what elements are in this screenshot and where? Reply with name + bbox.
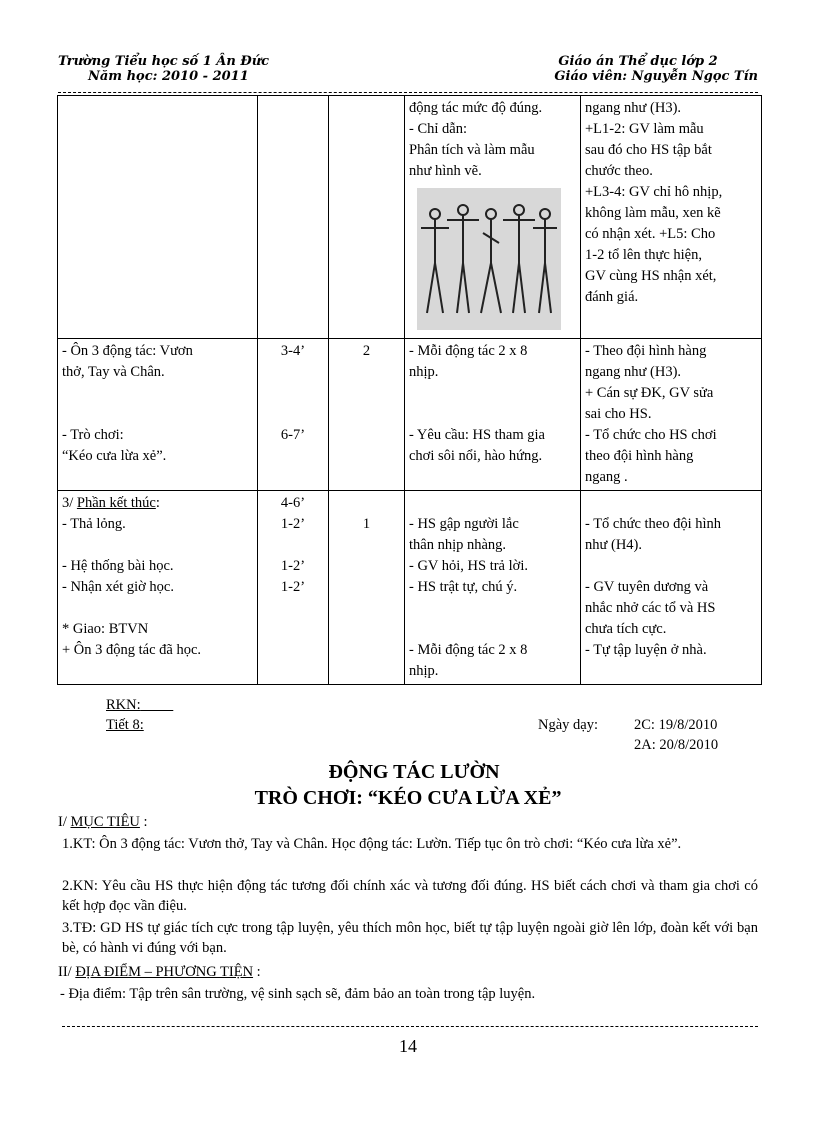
text-line: 4-6’ xyxy=(280,495,306,511)
objective-knowledge: 1.KT: Ôn 3 động tác: Vươn thở, Tay và Chân. Học động tác: Lườn. Tiếp tục ôn trò chơi: “Kéo cưa lừa xẻ”. xyxy=(62,836,682,852)
text-line: chơi sôi nổi, hào hứng. xyxy=(409,448,543,464)
text-line: nhắc nhở các tổ và HS xyxy=(585,600,716,616)
text-line: 1-2 tổ lên thực hiện, xyxy=(585,247,702,263)
text-line: 1-2’ xyxy=(280,579,306,595)
text-line: - Trò chơi: xyxy=(62,427,124,443)
text-line: ngang như (H3). xyxy=(585,100,682,116)
section-heading: 3/ Phần kết thúc: xyxy=(62,495,160,511)
reps-cell xyxy=(329,491,405,685)
plan-header xyxy=(554,54,758,84)
table-row xyxy=(58,491,762,685)
text-line: 1-2’ xyxy=(280,516,306,532)
method-cell xyxy=(405,491,581,685)
text-line: + Ôn 3 động tác đã học. xyxy=(62,642,202,658)
text-line: - Nhận xét giờ học. xyxy=(62,579,174,595)
section-location-heading: II/ ĐỊA ĐIỂM – PHƯƠNG TIỆN : xyxy=(58,964,261,980)
text-line: 6-7’ xyxy=(280,427,306,443)
plan-title: Giáo án Thể dục lớp 2 xyxy=(558,54,718,69)
organization-cell xyxy=(581,339,762,491)
table-row xyxy=(58,339,762,491)
time-cell xyxy=(258,339,329,491)
text-line: 2 xyxy=(362,343,371,359)
location-text: - Địa điểm: Tập trên sân trường, vệ sinh sạch sẽ, đảm bảo an toàn trong tập luyện. xyxy=(60,986,536,1002)
time-cell xyxy=(258,96,329,339)
text-line: - Ôn 3 động tác: Vươn xyxy=(62,343,193,359)
text-line: như (H4). xyxy=(585,537,642,553)
school-year: Năm học: 2010 - 2011 xyxy=(88,69,249,84)
text-line: GV cùng HS nhận xét, xyxy=(585,268,717,284)
text-line: - GV hỏi, HS trả lời. xyxy=(409,558,528,574)
text-line: Phân tích và làm mẫu xyxy=(409,142,535,158)
text-line: như hình vẽ. xyxy=(409,163,482,179)
organization-cell xyxy=(581,96,762,339)
objective-skills: 2.KN: Yêu cầu HS thực hiện động tác tương đối chính xác và tương đối đúng. HS biết cách chơi và tham gia chơi có kết hợp đọc vần điệu. xyxy=(62,878,758,914)
reps-cell xyxy=(329,339,405,491)
text-line: - Mỗi động tác 2 x 8 xyxy=(409,343,528,359)
table-row xyxy=(58,96,762,339)
text-line: đánh giá. xyxy=(585,289,639,305)
text-line: - Chỉ dẫn: xyxy=(409,121,467,137)
text-line: - Tổ chức theo đội hình xyxy=(585,516,722,532)
text-line: 1 xyxy=(362,516,371,532)
exercise-figure-drawing xyxy=(417,188,561,330)
reps-cell xyxy=(329,96,405,339)
text-line: chước theo. xyxy=(585,163,653,179)
time-cell xyxy=(258,491,329,685)
lesson-title: ĐỘNG TÁC LƯỜN xyxy=(328,761,500,783)
text-line: - HS gập người lắc xyxy=(409,516,519,532)
text-line: 1-2’ xyxy=(280,558,306,574)
text-line: không làm mẫu, xen kẽ xyxy=(585,205,721,221)
text-line: 3-4’ xyxy=(280,343,306,359)
text-line: “Kéo cưa lừa xẻ”. xyxy=(62,448,167,464)
text-line: * Giao: BTVN xyxy=(62,621,149,637)
rkn-label: RKN: xyxy=(106,697,141,713)
page-number: 14 xyxy=(399,1036,417,1056)
teacher-name: Giáo viên: Nguyễn Ngọc Tín xyxy=(554,69,758,84)
text-line: - Thả lỏng. xyxy=(62,516,126,532)
text-line: thở, Tay và Chân. xyxy=(62,364,165,380)
method-cell xyxy=(405,96,581,339)
content-cell xyxy=(58,96,258,339)
lesson-label: Tiết 8: xyxy=(106,717,144,733)
objective-attitude: 3.TĐ: GD HS tự giác tích cực trong tập luyện, yêu thích môn học, biết tự tập luyện ngoài giờ lên lớp, đoàn kết với bạn bè, có hành vi đúng với bạn. xyxy=(62,920,758,956)
lesson-table xyxy=(57,95,762,685)
text-line: - Theo đội hình hàng xyxy=(585,343,707,359)
organization-cell xyxy=(581,491,762,685)
school-header xyxy=(58,54,269,84)
text-line: nhịp. xyxy=(409,663,439,679)
text-line: +L3-4: GV chỉ hô nhịp, xyxy=(585,184,723,200)
section-objectives-heading: I/ MỤC TIÊU : xyxy=(58,814,148,830)
text-line: - Yêu cầu: HS tham gia xyxy=(409,427,545,443)
text-line: - GV tuyên dương và xyxy=(585,579,709,595)
date-2c: 2C: 19/8/2010 xyxy=(634,717,718,733)
text-line: + Cán sự ĐK, GV sửa xyxy=(585,385,714,401)
footer-divider xyxy=(62,1026,758,1027)
text-line: sai cho HS. xyxy=(585,406,652,422)
text-line: +L1-2: GV làm mẫu xyxy=(585,121,704,137)
text-line: nhịp. xyxy=(409,364,439,380)
text-line: ngang như (H3). xyxy=(585,364,682,380)
game-title: TRÒ CHƠI: “KÉO CƯA LỪA XẺ” xyxy=(254,787,562,809)
school-name: Trường Tiểu học số 1 Ân Đức xyxy=(58,54,270,69)
text-line: - Mỗi động tác 2 x 8 xyxy=(409,642,528,658)
text-line: thân nhịp nhàng. xyxy=(409,537,507,553)
text-line: theo đội hình hàng xyxy=(585,448,694,464)
text-line: ngang . xyxy=(585,469,628,485)
text-line: sau đó cho HS tập bắt xyxy=(585,142,712,158)
method-cell xyxy=(405,339,581,491)
text-line: - Tự tập luyện ở nhà. xyxy=(585,642,707,658)
header-divider xyxy=(58,92,758,93)
date-label: Ngày dạy: xyxy=(538,717,598,733)
date-2a: 2A: 20/8/2010 xyxy=(634,737,719,753)
text-line: - Tổ chức cho HS chơi xyxy=(585,427,717,443)
text-line: - Hệ thống bài học. xyxy=(62,558,174,574)
text-line: chưa tích cực. xyxy=(585,621,667,637)
content-cell xyxy=(58,491,258,685)
content-cell xyxy=(58,339,258,491)
text-line: có nhận xét. +L5: Cho xyxy=(585,226,716,242)
text-line: - HS trật tự, chú ý. xyxy=(409,579,518,595)
exercise-figure-image xyxy=(417,188,561,330)
text-line: động tác mức độ đúng. xyxy=(409,100,543,116)
